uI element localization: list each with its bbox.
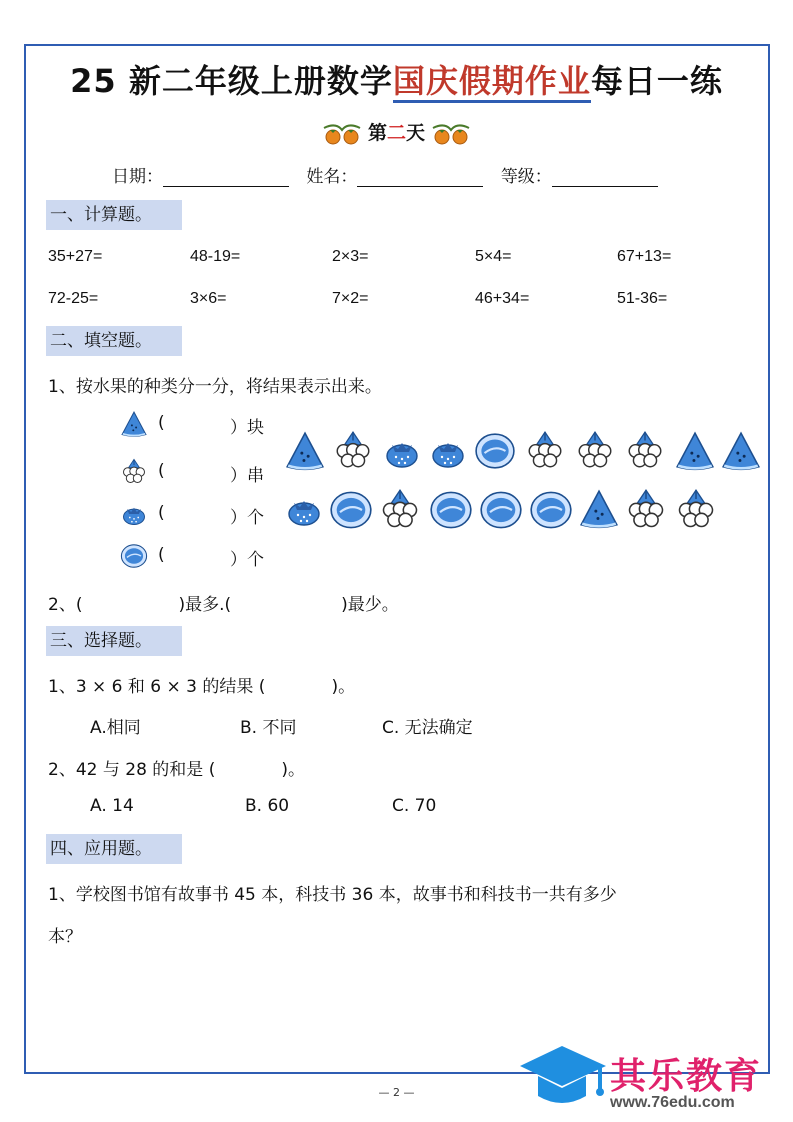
unit-label: ）串 xyxy=(230,466,264,486)
calc-problem: 3×6= xyxy=(190,290,227,307)
option-c[interactable]: C. 70 xyxy=(392,796,437,816)
name-label: 姓名： xyxy=(306,167,358,187)
date-field[interactable] xyxy=(163,166,289,187)
grape-icon xyxy=(337,432,369,467)
calc-problem: 46+34= xyxy=(475,290,530,307)
choice-q2-text: 2、42 与 28 的和是 ( xyxy=(48,760,216,780)
calc-problem: 48-19= xyxy=(190,248,241,265)
unit-label: ）个 xyxy=(230,508,264,528)
fruit-row-2 xyxy=(284,486,764,536)
calc-problem: 5×4= xyxy=(475,248,512,265)
q2-part-a: 2、( xyxy=(48,595,83,615)
calc-problem: 51-36= xyxy=(617,290,668,307)
strawberry-icon xyxy=(387,443,417,467)
watermelon-icon xyxy=(677,433,713,469)
melon-icon xyxy=(431,492,471,527)
paren-open: ( xyxy=(158,503,165,523)
fill-question-2 xyxy=(48,590,399,615)
legend-watermelon xyxy=(120,410,264,438)
fruit-row-1-svg xyxy=(284,428,764,474)
fruit-row-2-svg xyxy=(284,486,764,532)
page-title xyxy=(0,56,793,102)
melon-icon xyxy=(531,492,571,527)
section-heading-fill: 二、填空题。 xyxy=(46,326,182,356)
option-b[interactable]: B. 60 xyxy=(245,796,290,816)
fruit-row-1 xyxy=(284,428,764,478)
apply-question-1-line-2: 本？ xyxy=(48,927,82,947)
strawberry-icon xyxy=(120,500,148,528)
section-heading-calc: 一、计算题。 xyxy=(46,200,182,230)
grade-label: 等级： xyxy=(500,167,552,187)
watermark xyxy=(516,1040,786,1116)
calc-problem: 67+13= xyxy=(617,248,672,265)
strawberry-icon xyxy=(289,501,319,525)
legend-strawberry xyxy=(120,500,264,528)
title-highlight: 国庆假期作业 xyxy=(393,62,591,103)
watermelon-icon xyxy=(581,491,617,527)
grape-icon xyxy=(529,432,561,467)
q2-part-b: )最多.( xyxy=(178,595,232,615)
legend-grape xyxy=(120,458,264,486)
title-daily-part: 每日一练 xyxy=(590,62,723,100)
grape-icon xyxy=(629,432,661,467)
option-a[interactable]: A. 14 xyxy=(90,796,134,816)
paren-open: ( xyxy=(158,413,165,433)
unit-label: ）块 xyxy=(230,418,264,438)
page-number: — 2 — xyxy=(378,1086,415,1099)
student-info xyxy=(112,162,658,187)
q2-part-c: )最少。 xyxy=(341,595,399,615)
persimmon-icon xyxy=(322,122,362,146)
option-c[interactable]: C. 无法确定 xyxy=(382,718,473,738)
grape-icon xyxy=(579,432,611,467)
graduation-cap-icon xyxy=(516,1040,612,1116)
calc-problem: 2×3= xyxy=(332,248,369,265)
name-field[interactable] xyxy=(357,166,483,187)
day-number: 二 xyxy=(386,122,406,144)
melon-icon xyxy=(331,492,371,527)
legend-melon xyxy=(120,542,264,570)
date-label: 日期： xyxy=(112,167,163,187)
option-b[interactable]: B. 不同 xyxy=(240,718,297,738)
melon-icon xyxy=(481,492,521,527)
paren-open: ( xyxy=(158,545,165,565)
choice-q2-end: )。 xyxy=(281,760,305,780)
melon-icon xyxy=(476,434,514,468)
strawberry-icon xyxy=(433,443,463,467)
calc-problem: 35+27= xyxy=(48,248,103,265)
watermark-brand: 其乐教育 xyxy=(610,1056,763,1097)
grape-icon xyxy=(680,490,713,526)
choice-question-2 xyxy=(48,755,305,780)
watermark-url: www.76edu.com xyxy=(610,1094,735,1111)
calc-problem: 72-25= xyxy=(48,290,99,307)
grade-field[interactable] xyxy=(552,166,658,187)
title-grade-part: 25 新二年级上册数学 xyxy=(70,62,393,100)
paren-open: ( xyxy=(158,461,165,481)
watermelon-icon xyxy=(723,433,759,469)
unit-label: ）个 xyxy=(230,550,264,570)
choice-q1-end: )。 xyxy=(331,677,356,697)
section-heading-apply: 四、应用题。 xyxy=(46,834,182,864)
day-heading xyxy=(0,118,793,146)
choice-q1-text: 1、3 × 6 和 6 × 3 的结果 ( xyxy=(48,677,266,697)
watermelon-icon xyxy=(120,410,148,438)
fill-question-1: 1、按水果的种类分一分，将结果表示出来。 xyxy=(48,377,382,397)
grape-icon xyxy=(630,490,663,526)
persimmon-icon xyxy=(431,122,471,146)
melon-icon xyxy=(120,542,148,570)
choice-question-1 xyxy=(48,672,355,697)
section-heading-choice: 三、选择题。 xyxy=(46,626,182,656)
day-suffix: 天 xyxy=(406,122,426,144)
calc-problem: 7×2= xyxy=(332,290,369,307)
grape-icon xyxy=(384,490,417,526)
grape-icon xyxy=(120,458,148,486)
day-prefix: 第 xyxy=(367,122,387,144)
option-a[interactable]: A.相同 xyxy=(90,718,141,738)
watermelon-icon xyxy=(287,433,323,469)
apply-question-1-line-1: 1、学校图书馆有故事书 45 本，科技书 36 本，故事书和科技书一共有多少 xyxy=(48,885,617,905)
